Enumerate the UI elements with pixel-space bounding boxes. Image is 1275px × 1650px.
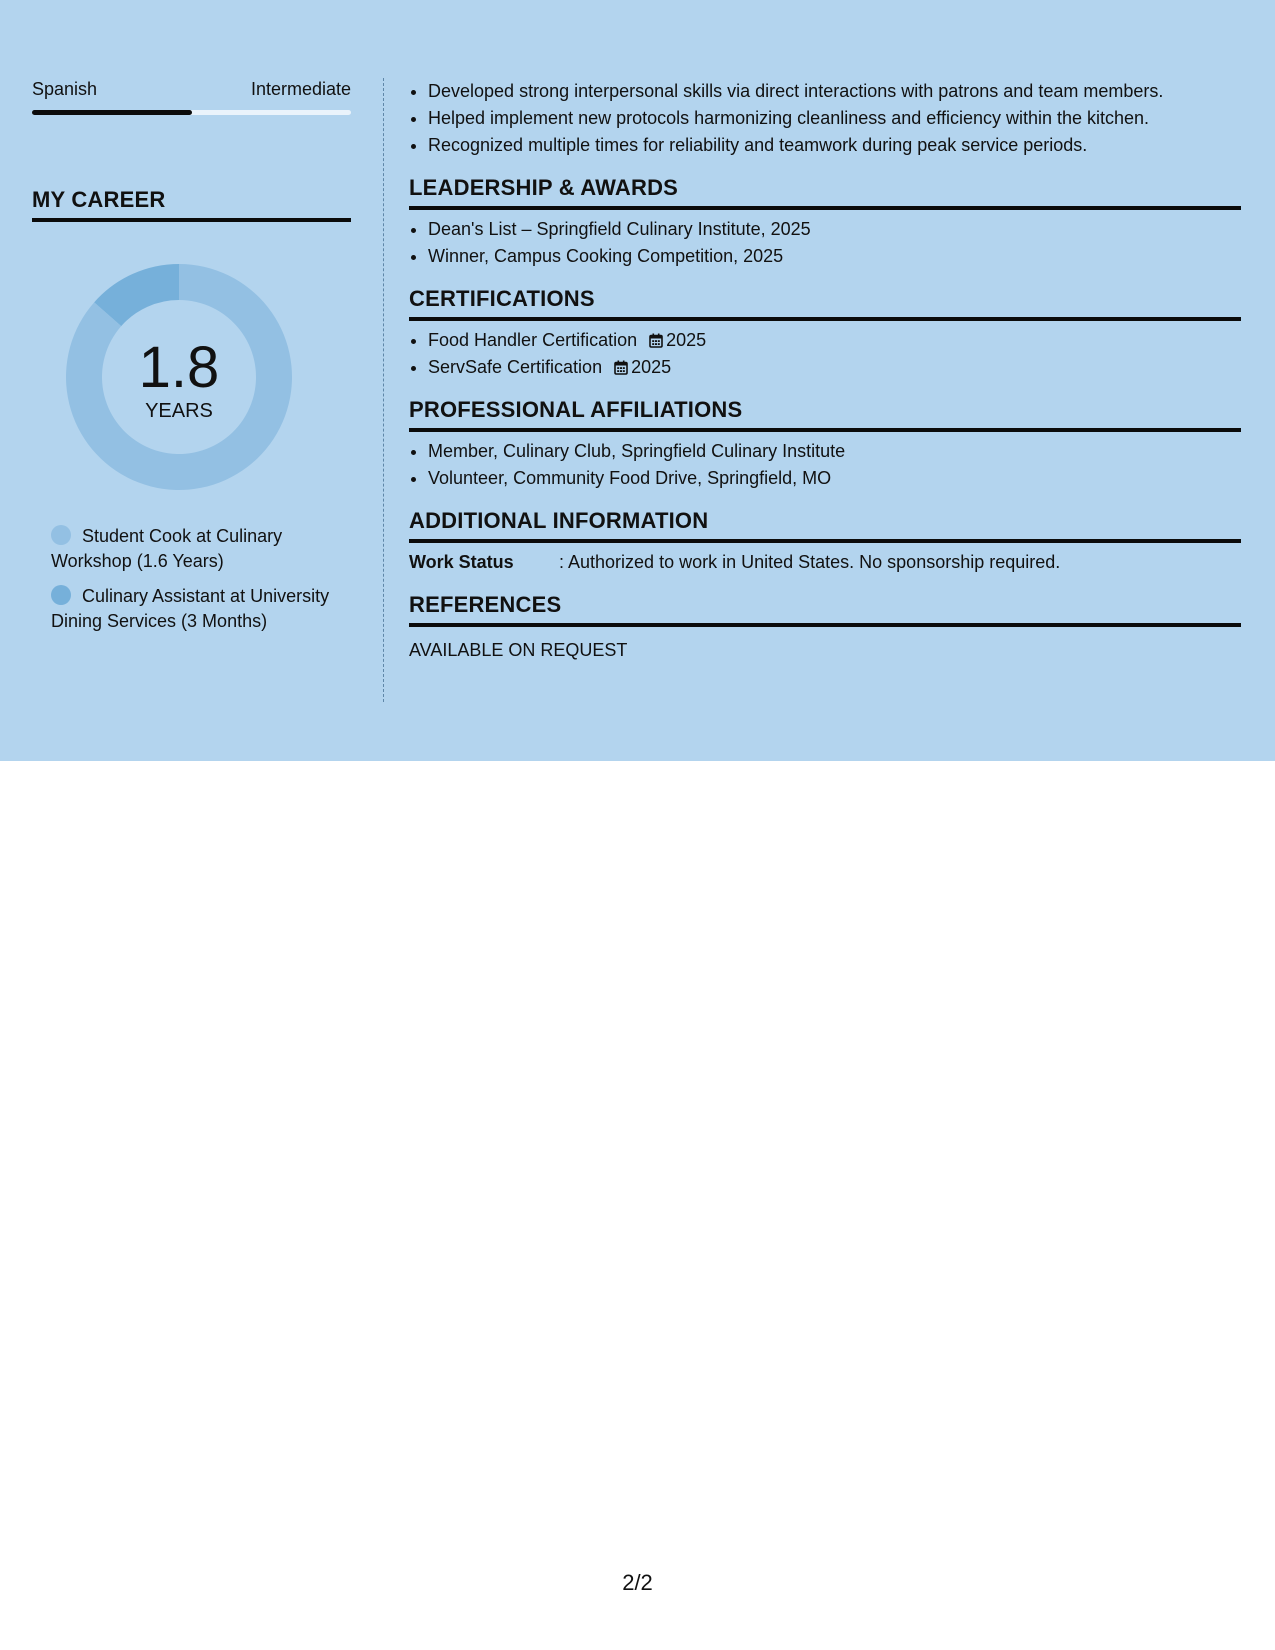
leadership-list [409, 216, 1241, 270]
legend-label: Student Cook at Culinary Workshop (1.6 Years) [51, 526, 283, 571]
language-skill [32, 78, 351, 115]
donut-center [66, 264, 292, 490]
certifications-list [409, 327, 1241, 381]
legend-item [51, 584, 331, 634]
column-divider [383, 78, 384, 702]
career-legend [32, 524, 351, 634]
affiliation-item: • Member, Culinary Club, Springfield Culinary Institute [428, 438, 1241, 465]
experience-bullet: • Recognized multiple times for reliability and teamwork during peak service periods. [428, 132, 1241, 159]
language-level: Intermediate [250, 79, 351, 99]
left-column [32, 78, 351, 644]
work-status-value: : Authorized to work in United States. No sponsorship required. [559, 552, 1061, 572]
legend-dot-icon [51, 525, 71, 545]
affiliations-section-title: PROFESSIONAL AFFILIATIONS [409, 397, 1241, 432]
career-section-title: MY CAREER [32, 187, 351, 222]
certifications-section [409, 286, 1241, 381]
legend-label: Culinary Assistant at University Dining Services (3 Months) [51, 586, 330, 631]
language-name: Spanish [32, 79, 98, 99]
right-column [409, 78, 1241, 664]
affiliations-section [409, 397, 1241, 492]
references-text: AVAILABLE ON REQUEST [409, 640, 628, 660]
leadership-item: • Dean's List – Springfield Culinary Institute, 2025 [428, 216, 1241, 243]
certifications-section-title: CERTIFICATIONS [409, 286, 1241, 321]
career-total-unit: YEARS [145, 400, 213, 422]
certification-name: ServSafe Certification [428, 357, 603, 377]
page-number: 2/2 [622, 1570, 653, 1595]
additional-info-section-title: ADDITIONAL INFORMATION [409, 508, 1241, 543]
language-proficiency-fill [32, 110, 192, 115]
legend-item [51, 524, 331, 574]
additional-info-section [409, 508, 1241, 576]
affiliations-list [409, 438, 1241, 492]
certification-year: 2025 [666, 330, 707, 350]
work-status-label: Work Status [409, 552, 514, 572]
calendar-icon [649, 333, 663, 348]
language-row [32, 78, 351, 100]
legend-dot-icon [51, 585, 71, 605]
work-status-row [409, 549, 1241, 576]
experience-bullet: • Helped implement new protocols harmonizing cleanliness and efficiency within the kitchen. [428, 105, 1241, 132]
calendar-icon [614, 360, 628, 375]
career-donut-chart [66, 264, 292, 490]
certification-item [428, 354, 1241, 381]
certification-year: 2025 [631, 357, 672, 377]
affiliation-item: • Volunteer, Community Food Drive, Springfield, MO [428, 465, 1241, 492]
experience-bullet: • Developed strong interpersonal skills via direct interactions with patrons and team members. [428, 78, 1241, 105]
references-section [409, 592, 1241, 664]
leadership-section [409, 175, 1241, 270]
leadership-item: • Winner, Campus Cooking Competition, 2025 [428, 243, 1241, 270]
leadership-section-title: LEADERSHIP & AWARDS [409, 175, 1241, 210]
certification-item [428, 327, 1241, 354]
language-proficiency-bar [32, 110, 351, 115]
references-section-title: REFERENCES [409, 592, 1241, 627]
certification-name: Food Handler Certification [428, 330, 638, 350]
experience-bullets [409, 78, 1241, 159]
career-total-years: 1.8 [138, 335, 220, 400]
